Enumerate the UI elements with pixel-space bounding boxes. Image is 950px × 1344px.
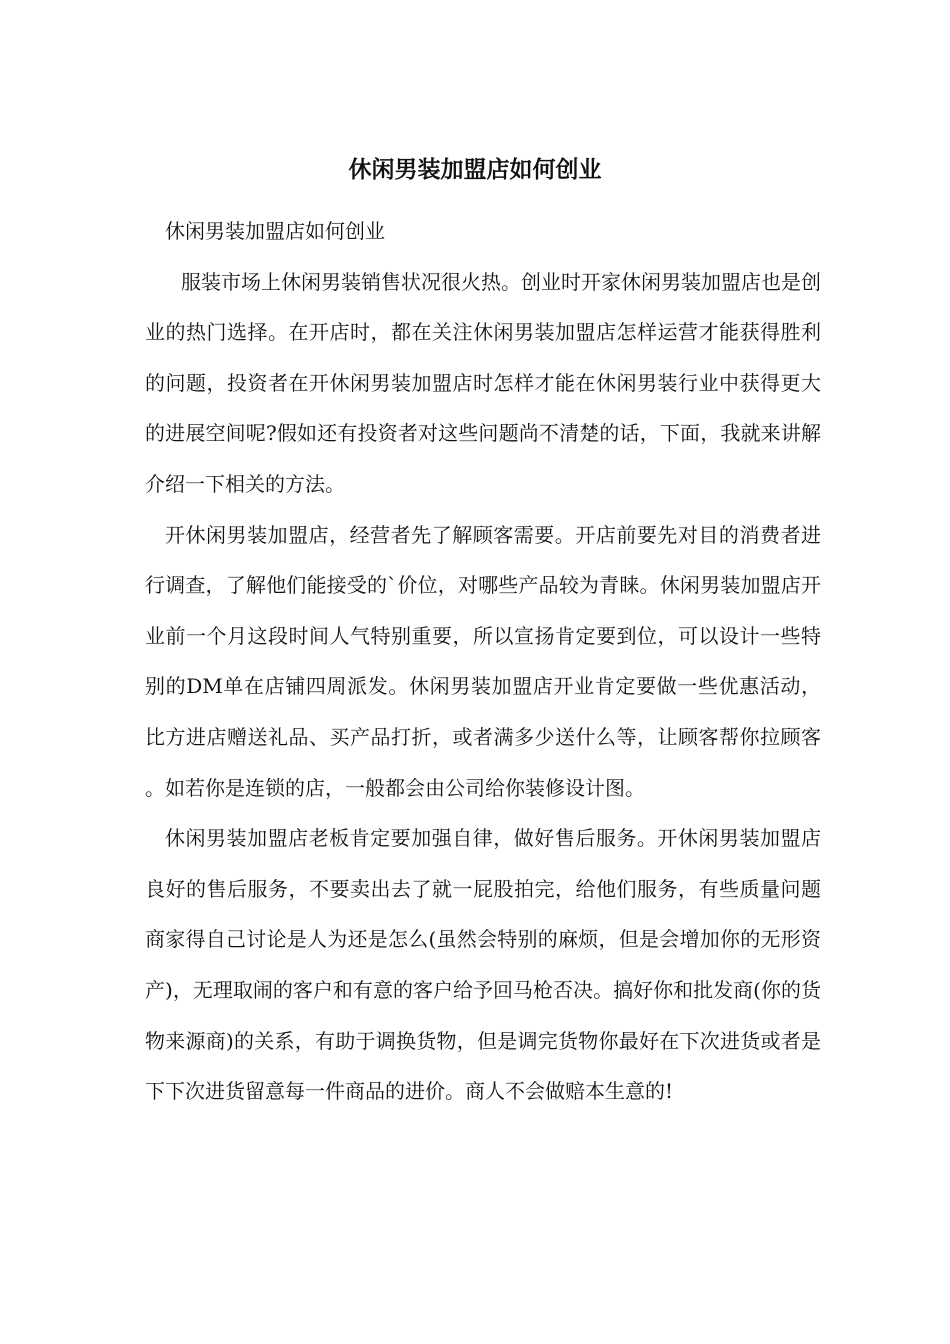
paragraph: 开休闲男装加盟店，经营者先了解顾客需要。开店前要先对目的消费者进行调查，了解他们能接受的`价位，对哪些产品较为青睐。休闲男装加盟店开业前一个月这段时间人气特别重要，所以宣扬肯定要到位，可以设计一些特别的DM单在店铺四周派发。休闲男装加盟店开业肯定要做一些优惠活动，比方进店赠送礼品、买产品打折，或者满多少送什么等，让顾客帮你拉顾客。如若你是连锁的店，一般都会由公司给你装修设计图。	[145, 522, 821, 800]
paragraph: 服装市场上休闲男装销售状况很火热。创业时开家休闲男装加盟店也是创业的热门选择。在开店时，都在关注休闲男装加盟店怎样运营才能获得胜利的问题，投资者在开休闲男装加盟店时怎样才能在休闲男装行业中获得更大的进展空间呢?假如还有投资者对这些问题尚不清楚的话，下面，我就来讲解介绍一下相关的方法。	[145, 269, 821, 496]
document-body	[145, 206, 821, 1117]
paragraph: 休闲男装加盟店老板肯定要加强自律，做好售后服务。开休闲男装加盟店良好的售后服务，不要卖出去了就一屁股拍完，给他们服务，有些质量问题商家得自己讨论是人为还是怎么(虽然会特别的麻烦，但是会增加你的无形资产)，无理取闹的客户和有意的客户给予回马枪否决。搞好你和批发商(你的货物来源商)的关系，有助于调换货物，但是调完货物你最好在下次进货或者是下下次进货留意每一件商品的进价。商人不会做赔本生意的!	[145, 826, 821, 1104]
document-title: 休闲男装加盟店如何创业	[348, 156, 602, 183]
document-subtitle: 休闲男装加盟店如何创业	[165, 219, 385, 243]
